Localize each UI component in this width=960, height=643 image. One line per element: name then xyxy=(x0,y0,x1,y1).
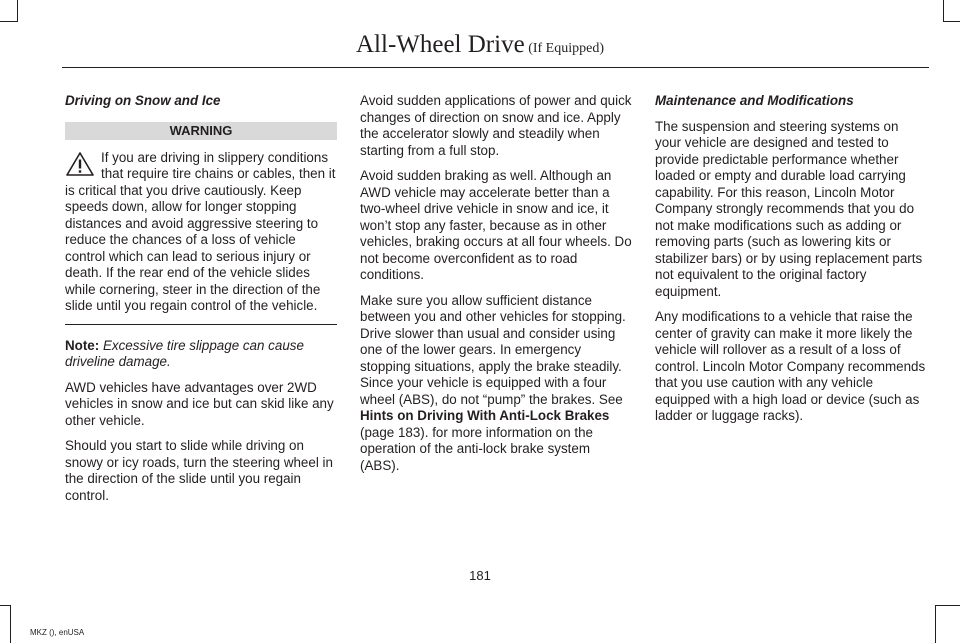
crop-mark xyxy=(943,21,960,22)
crop-mark xyxy=(0,21,18,22)
paragraph-text: Make sure you allow sufficient distance between you and other vehicles for stopping. Drive slower than usual and consider using one of the lower gears. In emergency stopping situations, apply the brake steadily. Since your vehicle is equipped with a four wheel (ABS), do not “pump” the brakes. See xyxy=(360,292,626,407)
warning-divider xyxy=(65,324,337,325)
warning-box xyxy=(65,150,337,315)
paragraph: Should you start to slide while driving on snowy or icy roads, turn the steering wheel in the direction of the slide until you regain control. xyxy=(65,438,333,503)
page-number: 181 xyxy=(469,568,491,583)
note-label: Note: xyxy=(65,337,100,353)
crop-mark xyxy=(0,605,11,606)
paragraph xyxy=(360,293,632,475)
column-right xyxy=(655,93,927,434)
chapter-title: All-Wheel Drive xyxy=(356,31,525,58)
crop-mark xyxy=(17,0,18,22)
column-middle xyxy=(360,93,632,483)
note-text: Excessive tire slippage can cause driveline damage. xyxy=(65,337,304,369)
column-left xyxy=(65,93,337,513)
section-heading: Maintenance and Modifications xyxy=(655,93,854,108)
crop-mark xyxy=(943,0,944,22)
section-heading: Driving on Snow and Ice xyxy=(65,93,221,108)
header-divider xyxy=(62,67,929,68)
note xyxy=(65,338,337,371)
crop-mark xyxy=(935,605,960,606)
page-header xyxy=(0,31,960,59)
crop-mark xyxy=(10,605,11,643)
warning-title: WARNING xyxy=(65,122,337,140)
chapter-subtitle: (If Equipped) xyxy=(524,41,604,56)
footer-label: MKZ (), enUSA xyxy=(30,628,85,637)
paragraph: Avoid sudden braking as well. Although an AWD vehicle may accelerate better than a two-wheel drive vehicle in snow and ice, it won’t stop any faster, because as in other vehicles, braking occurs at all four wheels. Do not become overconfident as to road conditions. xyxy=(360,168,632,282)
warning-text: If you are driving in slippery conditions that require tire chains or cables, then it is critical that you drive cautiously. Keep speeds down, allow for longer stopping distances and avoid aggressive steering to reduce the chances of a loss of vehicle control which can lead to serious injury or death. If the rear end of the vehicle slides while cornering, steer in the direction of the slide until you regain control of the vehicle. xyxy=(65,149,336,313)
paragraph: AWD vehicles have advantages over 2WD vehicles in snow and ice but can skid like any other vehicle. xyxy=(65,379,334,428)
cross-reference-link[interactable]: Hints on Driving With Anti-Lock Brakes xyxy=(360,408,610,423)
paragraph: Avoid sudden applications of power and quick changes of direction on snow and ice. Apply the accelerator slowly and steadily when starting from a full stop. xyxy=(360,93,632,158)
paragraph: The suspension and steering systems on your vehicle are designed and tested to provide predictable performance whether loaded or empty and durable load carrying capability. For this reason, Lincoln Motor Company strongly recommends that you do not make modifications such as adding or removing parts (such as lowering kits or stabilizer bars) or by using replacement parts not equivalent to the original factory equipment. xyxy=(655,118,923,299)
crop-mark xyxy=(935,605,936,643)
paragraph: Any modifications to a vehicle that raise the center of gravity can make it more likely the vehicle will rollover as a result of a loss of control. Lincoln Motor Company recommends that you use caution with any vehicle equipped with a high load or device (such as ladder or luggage racks). xyxy=(655,309,926,423)
warning-triangle-icon xyxy=(65,151,95,177)
paragraph-text: (page 183). for more information on the operation of the anti-lock brake system (ABS). xyxy=(360,424,593,473)
